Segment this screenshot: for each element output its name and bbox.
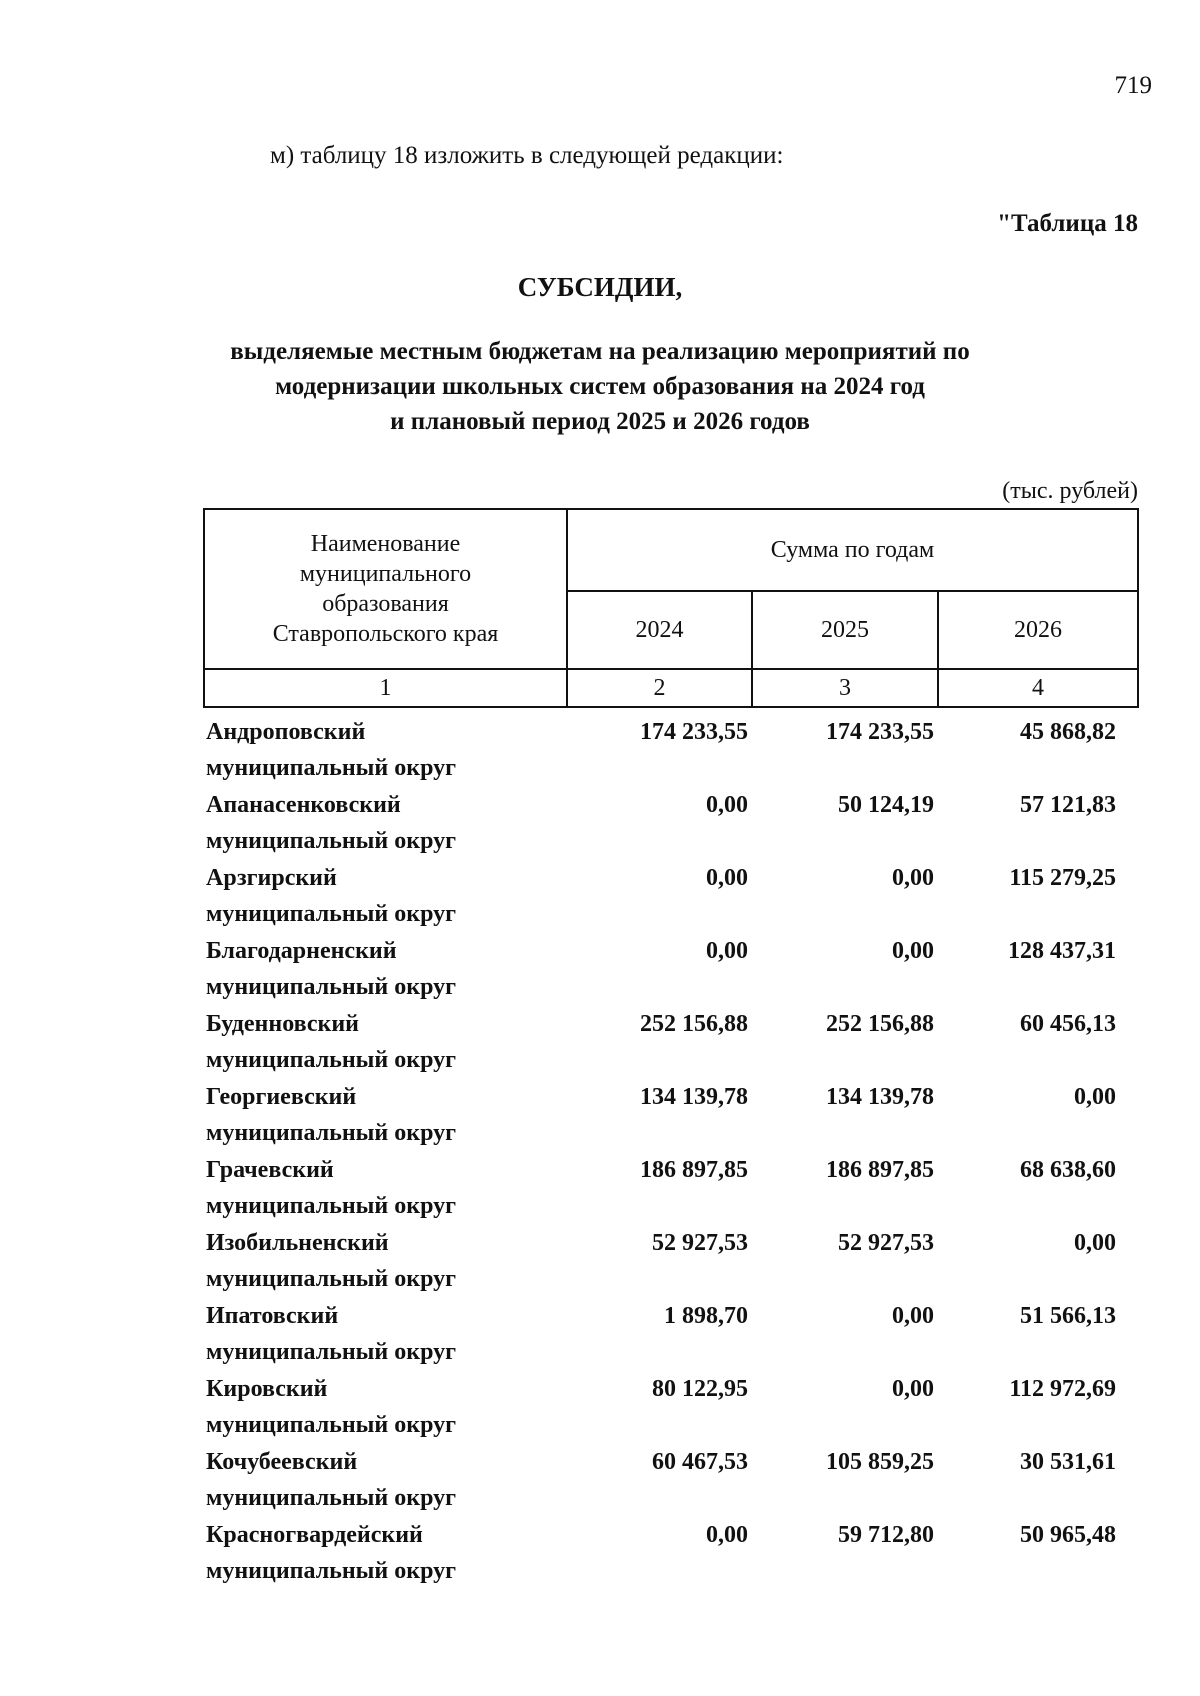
row-name: Андроповский муниципальный округ (206, 719, 457, 781)
row-value-2025: 174 233,55 (826, 719, 934, 745)
row-value-2026: 60 456,13 (1020, 1011, 1116, 1037)
row-value-2025: 0,00 (892, 865, 934, 891)
table-row (206, 1292, 1136, 1365)
column-number-1: 1 (379, 675, 392, 701)
table-row (206, 1365, 1136, 1438)
row-value-2024: 252 156,88 (640, 1011, 748, 1037)
row-value-2025: 105 859,25 (826, 1449, 934, 1475)
table-header (203, 508, 1139, 708)
row-value-2025: 252 156,88 (826, 1011, 934, 1037)
row-value-2026: 45 868,82 (1020, 719, 1116, 745)
row-value-2026: 30 531,61 (1020, 1449, 1116, 1475)
row-name: Арзгирский муниципальный округ (206, 865, 457, 927)
row-name: Буденновский муниципальный округ (206, 1011, 457, 1073)
subtitle-line: модернизации школьных систем образования на 2024 год (275, 373, 925, 400)
row-value-2026: 68 638,60 (1020, 1157, 1116, 1183)
row-value-2026: 128 437,31 (1008, 938, 1116, 964)
row-name: Ипатовский муниципальный округ (206, 1303, 457, 1365)
row-value-2026: 51 566,13 (1020, 1303, 1116, 1329)
row-value-2024: 134 139,78 (640, 1084, 748, 1110)
row-value-2025: 186 897,85 (826, 1157, 934, 1183)
row-value-2024: 0,00 (706, 938, 748, 964)
header-year-2024: 2024 (635, 617, 684, 643)
header-year-2026: 2026 (1014, 617, 1062, 643)
column-number-2: 2 (653, 675, 666, 701)
row-value-2025: 0,00 (892, 1376, 934, 1402)
table-row (206, 1438, 1136, 1511)
row-value-2026: 0,00 (1074, 1084, 1116, 1110)
table-row (206, 1000, 1136, 1073)
subtitle-line: и плановый период 2025 и 2026 годов (390, 408, 810, 435)
row-value-2025: 0,00 (892, 938, 934, 964)
table-row (206, 1219, 1136, 1292)
row-value-2024: 0,00 (706, 792, 748, 818)
table-row (206, 854, 1136, 927)
document-title: СУБСИДИИ, (517, 272, 683, 302)
header-name-cell: Наименование муниципального образования Ставропольского края (272, 531, 499, 647)
table-row (206, 1511, 1136, 1584)
row-value-2026: 115 279,25 (1009, 865, 1116, 891)
header-year-2025: 2025 (821, 617, 869, 643)
table-row (206, 927, 1136, 1000)
row-name: Кочубеевский муниципальный округ (206, 1449, 457, 1511)
row-value-2026: 112 972,69 (1009, 1376, 1116, 1402)
row-value-2026: 50 965,48 (1020, 1522, 1116, 1548)
row-name: Грачевский муниципальный округ (206, 1157, 457, 1219)
row-value-2024: 186 897,85 (640, 1157, 748, 1183)
table-row (206, 1073, 1136, 1146)
row-value-2026: 0,00 (1074, 1230, 1116, 1256)
row-value-2024: 80 122,95 (652, 1376, 748, 1402)
row-value-2025: 59 712,80 (838, 1522, 934, 1548)
row-value-2024: 60 467,53 (652, 1449, 748, 1475)
row-value-2026: 57 121,83 (1020, 792, 1116, 818)
row-value-2024: 0,00 (706, 865, 748, 891)
row-value-2025: 0,00 (892, 1303, 934, 1329)
column-number-3: 3 (839, 675, 851, 701)
row-name: Апанасенковский муниципальный округ (206, 792, 457, 854)
units-label: (тыс. рублей) (1002, 478, 1138, 504)
row-name: Изобильненский муниципальный округ (206, 1230, 457, 1292)
row-name: Красногвардейский муниципальный округ (206, 1522, 457, 1584)
row-value-2024: 0,00 (706, 1522, 748, 1548)
row-value-2025: 50 124,19 (838, 792, 934, 818)
header-sum-cell: Сумма по годам (770, 537, 935, 563)
column-number-4: 4 (1032, 675, 1044, 701)
document-subtitle (200, 334, 1000, 439)
subtitle-line: выделяемые местным бюджетам на реализацию мероприятий по (230, 338, 970, 365)
row-name: Георгиевский муниципальный округ (206, 1084, 457, 1146)
row-value-2024: 174 233,55 (640, 719, 748, 745)
row-name: Кировский муниципальный округ (206, 1376, 457, 1438)
row-value-2024: 1 898,70 (664, 1303, 748, 1329)
row-name: Благодарненский муниципальный округ (206, 938, 457, 1000)
page-number: 719 (1114, 72, 1152, 99)
row-value-2025: 52 927,53 (838, 1230, 934, 1256)
row-value-2024: 52 927,53 (652, 1230, 748, 1256)
table-label: "Таблица 18 (997, 210, 1138, 237)
row-value-2025: 134 139,78 (826, 1084, 934, 1110)
table-row (206, 1146, 1136, 1219)
table-row (206, 708, 1136, 781)
intro-text: м) таблицу 18 изложить в следующей редакции: (270, 142, 784, 169)
table-row (206, 781, 1136, 854)
